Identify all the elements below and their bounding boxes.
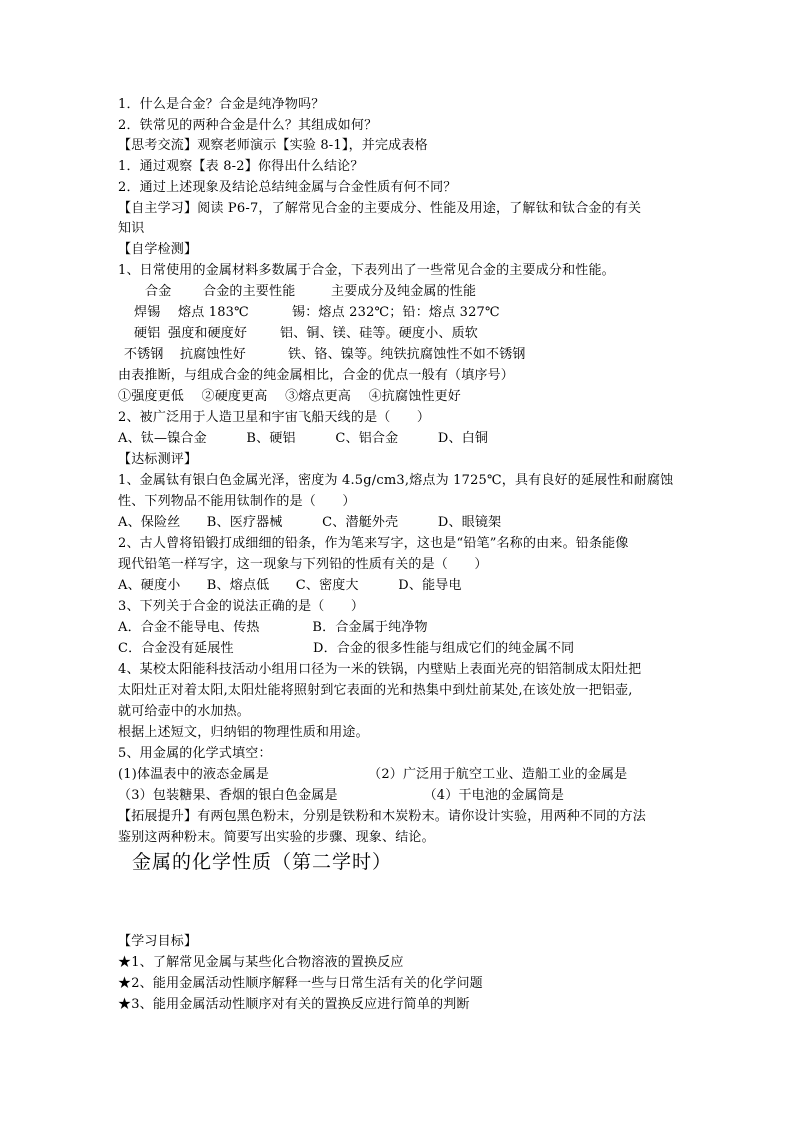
objective-item: ★1、了解常见金属与某些化合物溶液的置换反应 [118,955,404,970]
question-line: 1．什么是合金？合金是纯净物吗？ [118,97,325,112]
objective-item: ★3、能用金属活动性顺序对有关的置换反应进行简单的判断 [118,997,470,1012]
table-header-cell: 合金 [145,284,172,299]
question-line: 1．通过观察【表 8-2】你得出什么结论？ [118,159,364,174]
question-line: 1、日常使用的金属材料多数属于合金，下表列出了一些常见合金的主要成分和性能。 [118,263,615,278]
section-line: 【思考交流】观察老师演示【实验 8-1】，并完成表格 [118,138,428,153]
alloy-table-row [134,303,704,323]
question-line: 1、金属钛有银白色金属光泽，密度为 4.5g/cm3,熔点为 1725℃，具有良好的延展性和耐腐蚀 [118,473,674,488]
question-line: 4、某校太阳能科技活动小组用口径为一米的铁锅，内壁贴上表面光亮的铝箔制成太阳灶把 [118,662,642,677]
objectives-label: 【学习目标】 [118,934,198,949]
question-line: 2．铁常见的两种合金是什么？其组成如何？ [118,118,378,133]
objective-item: ★2、能用金属活动性顺序解释一些与日常生活有关的化学问题 [118,976,483,991]
text-line: 由表推断，与组成合金的纯金属相比，合金的优点一般有（填序号） [118,368,515,383]
question-line: （3）包装糖果、香烟的银白色金属是 （4）干电池的金属筒是 [118,788,565,803]
question-line: 根据上述短文，归纳铝的物理性质和用途。 [118,725,369,740]
options-line: A、硬度小 B、熔点低 C、密度大 D、能导电 [118,578,462,593]
text-line: 鉴别这两种粉末。简要写出实验的步骤、现象、结论。 [118,830,435,845]
section-title: 金属的化学性质（第二学时） [132,851,393,873]
question-line: 3、下列关于合金的说法正确的是（ ） [118,599,365,614]
question-line: 2．通过上述现象及结论总结纯金属与合金性质有何不同？ [118,180,457,195]
question-line: 太阳灶正对着太阳,太阳灶能将照射到它表面的光和热集中到灶前某处,在该处放一把铝壶, [118,683,633,698]
question-line: 就可给壶中的水加热。 [118,704,251,719]
options-line: A．合金不能导电、传热 B．合金属于纯净物 [118,620,428,635]
question-line: 2、被广泛用于人造卫星和宇宙飞船天线的是（ ） [118,410,431,425]
table-cell: 熔点 183℃ [178,305,249,320]
options-line: ①强度更低 ②硬度更高 ③熔点更高 ④抗腐蚀性更好 [118,389,461,404]
table-cell: 强度和硬度好 [168,326,248,341]
section-label: 【自学检测】 [118,242,198,257]
options-line: C．合金没有延展性 D．合金的很多性能与组成它们的纯金属不同 [118,641,575,656]
alloy-table-row [124,345,694,365]
options-line: A、保险丝 B、医疗器械 C、潜艇外壳 D、眼镜架 [118,515,502,530]
table-cell: 硬铝 [134,326,161,341]
question-line: 性、下列物品不能用钛制作的是（ ） [118,494,356,509]
table-header-cell: 主要成分及纯金属的性能 [331,284,477,299]
text-line: 知识 [118,221,145,236]
table-cell: 焊锡 [134,305,161,320]
table-cell: 铁、铬、镍等。纯铁抗腐蚀性不如不锈钢 [288,347,526,362]
alloy-table-row [134,324,704,344]
question-line: 2、古人曾将铅锻打成细细的铅条，作为笔来写字，这也是“铅笔”名称的由来。铅条能像 [118,536,629,551]
table-header-cell: 合金的主要性能 [203,284,296,299]
question-line: (1)体温表中的液态金属是 （2）广泛用于航空工业、造船工业的金属是 [118,767,628,782]
table-cell: 铝、铜、镁、硅等。硬度小、质软 [280,326,479,341]
section-label: 【达标测评】 [118,452,198,467]
question-line: 5、用金属的化学式填空： [118,746,272,761]
alloy-table-header [145,282,715,302]
table-cell: 抗腐蚀性好 [180,347,247,362]
question-line: 现代铅笔一样写字，这一现象与下列铅的性质有关的是（ ） [118,557,488,572]
table-cell: 不锈钢 [124,347,164,362]
options-line: A、钛—镍合金 B、硬铝 C、铝合金 D、白铜 [118,431,489,446]
section-line: 【自主学习】阅读 P6-7，了解常见合金的主要成分、性能及用途，了解钛和钛合金的有关 [118,201,642,216]
table-cell: 锡：熔点 232℃；铅：熔点 327℃ [292,305,500,320]
section-line: 【拓展提升】有两包黑色粉末，分别是铁粉和木炭粉末。请你设计实验，用两种不同的方法 [118,809,647,824]
